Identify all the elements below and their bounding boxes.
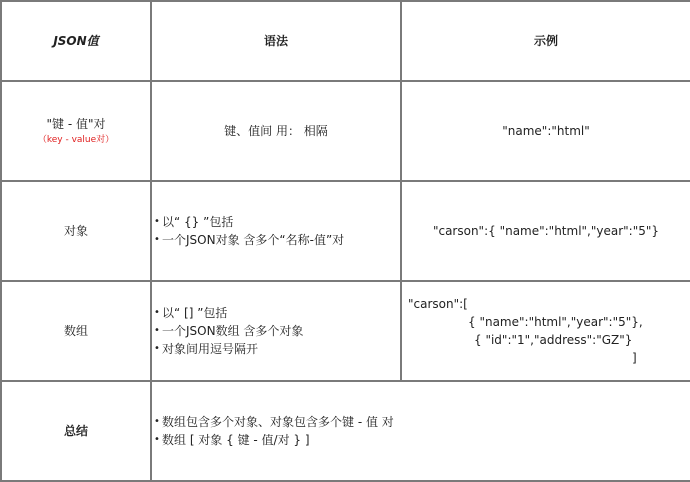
object-syntax-list bbox=[152, 213, 400, 249]
cell-summary-content bbox=[151, 381, 690, 481]
cell-object-syntax bbox=[151, 181, 401, 281]
array-example-line: { "name":"html","year":"5"}, bbox=[468, 315, 643, 329]
array-example-code bbox=[402, 295, 690, 367]
header-example: 示例 bbox=[401, 1, 690, 81]
object-syntax-item: • 一个JSON对象 含多个“名称-值”对 bbox=[154, 231, 400, 249]
key-value-label: "键 - 值"对 bbox=[46, 117, 106, 131]
row-object bbox=[1, 181, 690, 281]
cell-array-syntax bbox=[151, 281, 401, 381]
summary-item: • 数组包含多个对象、对象包含多个键 - 值 对 bbox=[154, 413, 690, 431]
header-row bbox=[1, 1, 690, 81]
cell-object-name: 对象 bbox=[1, 181, 151, 281]
header-syntax: 语法 bbox=[151, 1, 401, 81]
row-array bbox=[1, 281, 690, 381]
summary-item: • 数组 [ 对象 { 键 - 值/对 } ] bbox=[154, 431, 690, 449]
cell-key-value-name bbox=[1, 81, 151, 181]
array-syntax-list bbox=[152, 304, 400, 358]
array-example-line: "carson":[ bbox=[408, 297, 468, 311]
array-syntax-item: • 对象间用逗号隔开 bbox=[154, 340, 400, 358]
cell-key-value-example: "name":"html" bbox=[401, 81, 690, 181]
row-summary bbox=[1, 381, 690, 481]
cell-summary-label: 总结 bbox=[1, 381, 151, 481]
summary-list bbox=[152, 413, 690, 449]
object-syntax-item: • 以“ {} ”包括 bbox=[154, 213, 400, 231]
array-example-line: ] bbox=[632, 351, 637, 365]
header-json-value: JSON值 bbox=[1, 1, 151, 81]
array-syntax-item: • 一个JSON数组 含多个对象 bbox=[154, 322, 400, 340]
cell-key-value-syntax: 键、值间 用： 相隔 bbox=[151, 81, 401, 181]
row-key-value bbox=[1, 81, 690, 181]
array-syntax-item: • 以“ [] ”包括 bbox=[154, 304, 400, 322]
array-example-line: { "id":"1","address":"GZ"} bbox=[474, 333, 633, 347]
key-value-sublabel: （key - value对） bbox=[37, 135, 115, 145]
cell-object-example: "carson":{ "name":"html","year":"5"} bbox=[401, 181, 690, 281]
cell-array-example bbox=[401, 281, 690, 381]
cell-array-name: 数组 bbox=[1, 281, 151, 381]
